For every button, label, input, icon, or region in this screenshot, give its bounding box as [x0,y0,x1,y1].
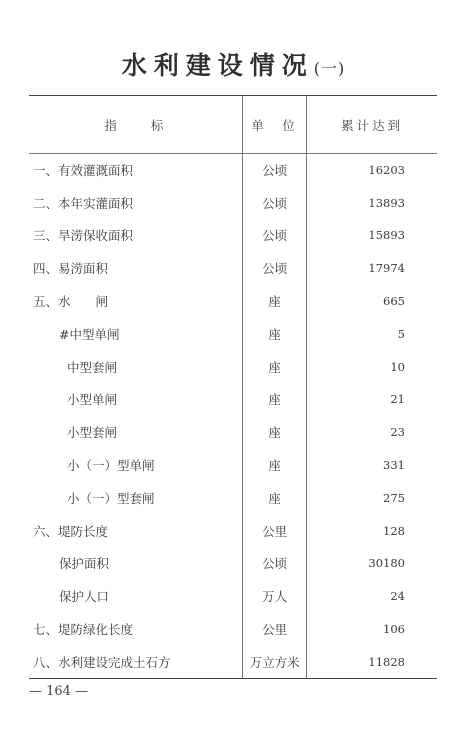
row-value: 17974 [307,252,437,285]
table-row [29,645,437,678]
table-row [29,481,437,514]
row-indicator: #中型单闸 [59,326,120,342]
row-value: 128 [307,514,437,547]
table-row [29,219,437,252]
row-unit: 座 [242,350,307,383]
water-conservancy-table [29,95,437,679]
row-value: 16203 [307,154,437,187]
row-value: 275 [307,481,437,514]
row-unit: 公顷 [242,252,307,285]
table-row [29,285,437,318]
title-sub: (一) [313,59,346,78]
table-row [29,416,437,449]
row-indicator: 七、堤防绿化长度 [33,622,134,638]
row-indicator: 小（一）型单闸 [67,458,155,474]
table-row [29,154,437,187]
table-row [29,580,437,613]
row-indicator: 八、水利建设完成土石方 [29,645,242,678]
row-value: 15893 [307,219,437,252]
row-indicator: 四、易涝面积 [33,261,109,277]
table-row [29,252,437,285]
row-unit: 座 [242,416,307,449]
row-value: 24 [307,580,437,613]
row-unit: 公里 [242,613,307,646]
row-value: 11828 [307,645,437,678]
row-value: 665 [307,285,437,318]
row-indicator: 五、水 闸 [33,294,109,310]
row-indicator: 小（一）型套闸 [67,490,155,506]
table-row [29,186,437,219]
table-row [29,383,437,416]
row-unit: 公顷 [242,186,307,219]
table-row [29,547,437,580]
row-indicator: 中型套闸 [67,359,118,375]
header-value: 累计达到 [307,96,437,154]
row-unit: 座 [242,383,307,416]
row-unit: 公里 [242,514,307,547]
table-row [29,514,437,547]
row-unit: 公顷 [242,547,307,580]
row-indicator: 保护面积 [59,556,110,572]
page-number: — 164 — [29,684,89,699]
page-title [0,46,467,82]
row-unit: 公顷 [242,219,307,252]
row-indicator: 小型套闸 [67,425,118,441]
row-value: 106 [307,613,437,646]
row-unit: 座 [242,449,307,482]
row-indicator: 六、堤防长度 [33,523,109,539]
row-value: 21 [307,383,437,416]
row-value: 23 [307,416,437,449]
row-indicator: 保护人口 [59,589,110,605]
row-value: 13893 [307,186,437,219]
row-unit: 万立方米 [242,645,307,678]
header-indicator: 指 标 [29,96,242,154]
row-indicator: 二、本年实灌面积 [33,195,134,211]
row-indicator: 小型单闸 [67,392,118,408]
row-value: 5 [307,317,437,350]
table-header-row [29,96,437,154]
table-row [29,317,437,350]
table-row [29,350,437,383]
row-value: 30180 [307,547,437,580]
row-value: 331 [307,449,437,482]
table-row [29,613,437,646]
row-unit: 万人 [242,580,307,613]
row-indicator: 三、旱涝保收面积 [33,228,134,244]
row-unit: 座 [242,317,307,350]
table-row [29,449,437,482]
row-indicator: 一、有效灌溉面积 [33,163,134,179]
row-unit: 公顷 [242,154,307,187]
row-value: 10 [307,350,437,383]
header-unit: 单 位 [242,96,307,154]
title-main: 水利建设情况 [121,51,314,80]
row-unit: 座 [242,481,307,514]
row-unit: 座 [242,285,307,318]
